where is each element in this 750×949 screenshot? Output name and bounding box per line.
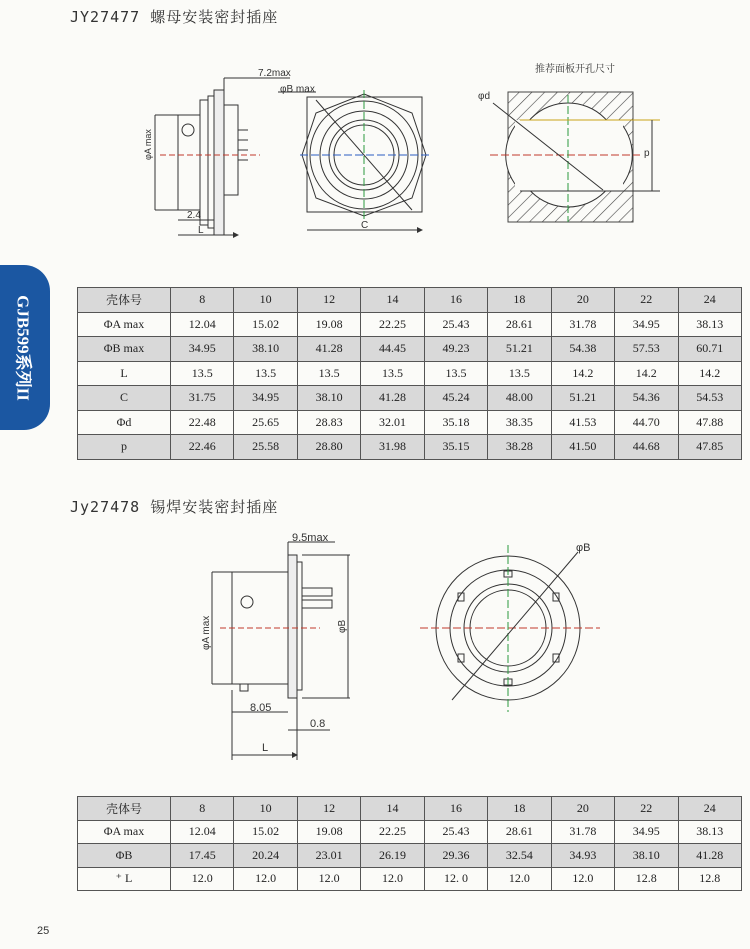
table-cell: 12.0 — [297, 867, 360, 891]
section1-title: JY27477 螺母安装密封插座 — [70, 8, 279, 26]
header-cell: 8 — [171, 797, 234, 821]
header-cell: 24 — [678, 797, 742, 821]
table-cell: 31.75 — [171, 386, 234, 411]
table-cell: 17.45 — [171, 844, 234, 868]
table-cell: 35.18 — [424, 410, 487, 435]
header-cell: 壳体号 — [78, 288, 171, 313]
table-cell: 38.10 — [234, 337, 297, 362]
table-header-row — [78, 288, 742, 313]
table-cell: 34.95 — [171, 337, 234, 362]
table-cell: 25.43 — [424, 820, 487, 844]
table-cell: 28.83 — [297, 410, 360, 435]
header-cell: 24 — [678, 288, 742, 313]
table-cell: 32.01 — [361, 410, 424, 435]
table-cell: 47.85 — [678, 435, 742, 460]
table-cell: 38.10 — [297, 386, 360, 411]
table-cell: 51.21 — [488, 337, 551, 362]
header-cell: 14 — [361, 288, 424, 313]
side-tab-label: GJB599系列II — [13, 294, 33, 401]
table-cell: 34.95 — [234, 386, 297, 411]
header-cell: 10 — [234, 288, 297, 313]
table-cell: 12.0 — [551, 867, 614, 891]
table-cell: 12.0 — [361, 867, 424, 891]
table-jy27478 — [77, 796, 742, 891]
table-cell: 13.5 — [171, 361, 234, 386]
table-cell: 44.68 — [615, 435, 678, 460]
table-row — [78, 820, 742, 844]
table-cell: 12.0 — [488, 867, 551, 891]
table-row — [78, 361, 742, 386]
dim-C: C — [361, 220, 369, 231]
table-cell: 60.71 — [678, 337, 742, 362]
table-cell: 29.36 — [424, 844, 487, 868]
row-label: ⁺ L — [78, 867, 171, 891]
dim-7-2max: 7.2max — [258, 68, 291, 79]
table-cell: 41.50 — [551, 435, 614, 460]
table-cell: 23.01 — [297, 844, 360, 868]
dim-phiA-2: φA max — [201, 615, 212, 650]
panel-phi-d: φd — [478, 91, 491, 102]
table-cell: 38.10 — [615, 844, 678, 868]
table-cell: 54.53 — [678, 386, 742, 411]
table-cell: 14.2 — [678, 361, 742, 386]
row-label: L — [78, 361, 171, 386]
table-row — [78, 337, 742, 362]
header-cell: 12 — [297, 797, 360, 821]
header-cell: 16 — [424, 797, 487, 821]
table-cell: 22.48 — [171, 410, 234, 435]
table-cell: 54.38 — [551, 337, 614, 362]
dim-L-1: L — [198, 225, 204, 236]
header-cell: 12 — [297, 288, 360, 313]
table-jy27477 — [77, 287, 742, 460]
table-cell: 12.8 — [678, 867, 742, 891]
row-label: ΦB — [78, 844, 171, 868]
table-cell: 13.5 — [361, 361, 424, 386]
jy27478-front-view — [420, 545, 600, 712]
section2-title: Jy27478 锡焊安装密封插座 — [70, 498, 279, 516]
table-cell: 20.24 — [234, 844, 297, 868]
table-cell: 38.35 — [488, 410, 551, 435]
dim-phiA-1: φA max — [143, 129, 153, 160]
dim-2-4: 2.4 — [187, 210, 201, 221]
table-cell: 49.23 — [424, 337, 487, 362]
table-cell: 12.8 — [615, 867, 678, 891]
table-header-row — [78, 797, 742, 821]
jy27477-front-view — [278, 90, 430, 230]
table-cell: 44.70 — [615, 410, 678, 435]
table-cell: 41.28 — [678, 844, 742, 868]
table-cell: 38.13 — [678, 820, 742, 844]
table-cell: 26.19 — [361, 844, 424, 868]
table-cell: 12.04 — [171, 820, 234, 844]
table-cell: 54.36 — [615, 386, 678, 411]
jy27477-side-view — [155, 78, 290, 235]
table-cell: 28.61 — [488, 312, 551, 337]
table-cell: 34.93 — [551, 844, 614, 868]
table-row — [78, 312, 742, 337]
table-cell: 34.95 — [615, 312, 678, 337]
table-cell: 12. 0 — [424, 867, 487, 891]
dim-phiB-front: φB — [576, 542, 591, 554]
jy27478-side-view — [212, 542, 350, 760]
table-cell: 19.08 — [297, 312, 360, 337]
table-cell: 25.43 — [424, 312, 487, 337]
row-label: ΦA max — [78, 820, 171, 844]
dim-phiB-max: φB max — [280, 84, 315, 95]
table-cell: 31.78 — [551, 820, 614, 844]
row-label: ΦB max — [78, 337, 171, 362]
table-cell: 19.08 — [297, 820, 360, 844]
row-label: Φd — [78, 410, 171, 435]
table-cell: 13.5 — [488, 361, 551, 386]
table-cell: 48.00 — [488, 386, 551, 411]
dim-phiB-side: φB — [337, 619, 348, 633]
table-cell: 51.21 — [551, 386, 614, 411]
table-cell: 12.0 — [171, 867, 234, 891]
table-cell: 41.53 — [551, 410, 614, 435]
table-row — [78, 844, 742, 868]
table-cell: 13.5 — [297, 361, 360, 386]
table-row — [78, 867, 742, 891]
row-label: ΦA max — [78, 312, 171, 337]
table-cell: 32.54 — [488, 844, 551, 868]
table-cell: 25.65 — [234, 410, 297, 435]
table-cell: 22.25 — [361, 312, 424, 337]
dim-8-05: 8.05 — [250, 702, 272, 714]
header-cell: 18 — [488, 288, 551, 313]
header-cell: 20 — [551, 797, 614, 821]
panel-p: p — [644, 148, 650, 159]
table-cell: 22.46 — [171, 435, 234, 460]
table-cell: 31.78 — [551, 312, 614, 337]
header-cell: 20 — [551, 288, 614, 313]
dim-0-8: 0.8 — [310, 718, 326, 730]
header-cell: 22 — [615, 797, 678, 821]
header-cell: 10 — [234, 797, 297, 821]
table-cell: 38.13 — [678, 312, 742, 337]
table-cell: 28.80 — [297, 435, 360, 460]
table-cell: 15.02 — [234, 312, 297, 337]
table-cell: 41.28 — [297, 337, 360, 362]
header-cell: 16 — [424, 288, 487, 313]
row-label: C — [78, 386, 171, 411]
panel-label: 推荐面板开孔尺寸 — [535, 64, 615, 75]
table-cell: 12.0 — [234, 867, 297, 891]
table-cell: 41.28 — [361, 386, 424, 411]
table-cell: 15.02 — [234, 820, 297, 844]
table-cell: 44.45 — [361, 337, 424, 362]
table-cell: 13.5 — [234, 361, 297, 386]
header-cell: 18 — [488, 797, 551, 821]
dim-L-2: L — [262, 742, 269, 754]
table-row — [78, 435, 742, 460]
table-cell: 38.28 — [488, 435, 551, 460]
table-cell: 28.61 — [488, 820, 551, 844]
table-cell: 45.24 — [424, 386, 487, 411]
page-number: 25 — [37, 925, 50, 937]
table-cell: 14.2 — [615, 361, 678, 386]
table-row — [78, 386, 742, 411]
table-cell: 22.25 — [361, 820, 424, 844]
panel-cutout-drawing — [490, 92, 660, 222]
row-label: p — [78, 435, 171, 460]
table-cell: 31.98 — [361, 435, 424, 460]
dim-9-5max: 9.5max — [292, 532, 329, 544]
table-cell: 25.58 — [234, 435, 297, 460]
table-cell: 14.2 — [551, 361, 614, 386]
header-cell: 8 — [171, 288, 234, 313]
table-row — [78, 410, 742, 435]
header-cell: 壳体号 — [78, 797, 171, 821]
table-cell: 34.95 — [615, 820, 678, 844]
table-cell: 47.88 — [678, 410, 742, 435]
table-cell: 35.15 — [424, 435, 487, 460]
table-cell: 57.53 — [615, 337, 678, 362]
table-cell: 12.04 — [171, 312, 234, 337]
table-cell: 13.5 — [424, 361, 487, 386]
header-cell: 22 — [615, 288, 678, 313]
header-cell: 14 — [361, 797, 424, 821]
